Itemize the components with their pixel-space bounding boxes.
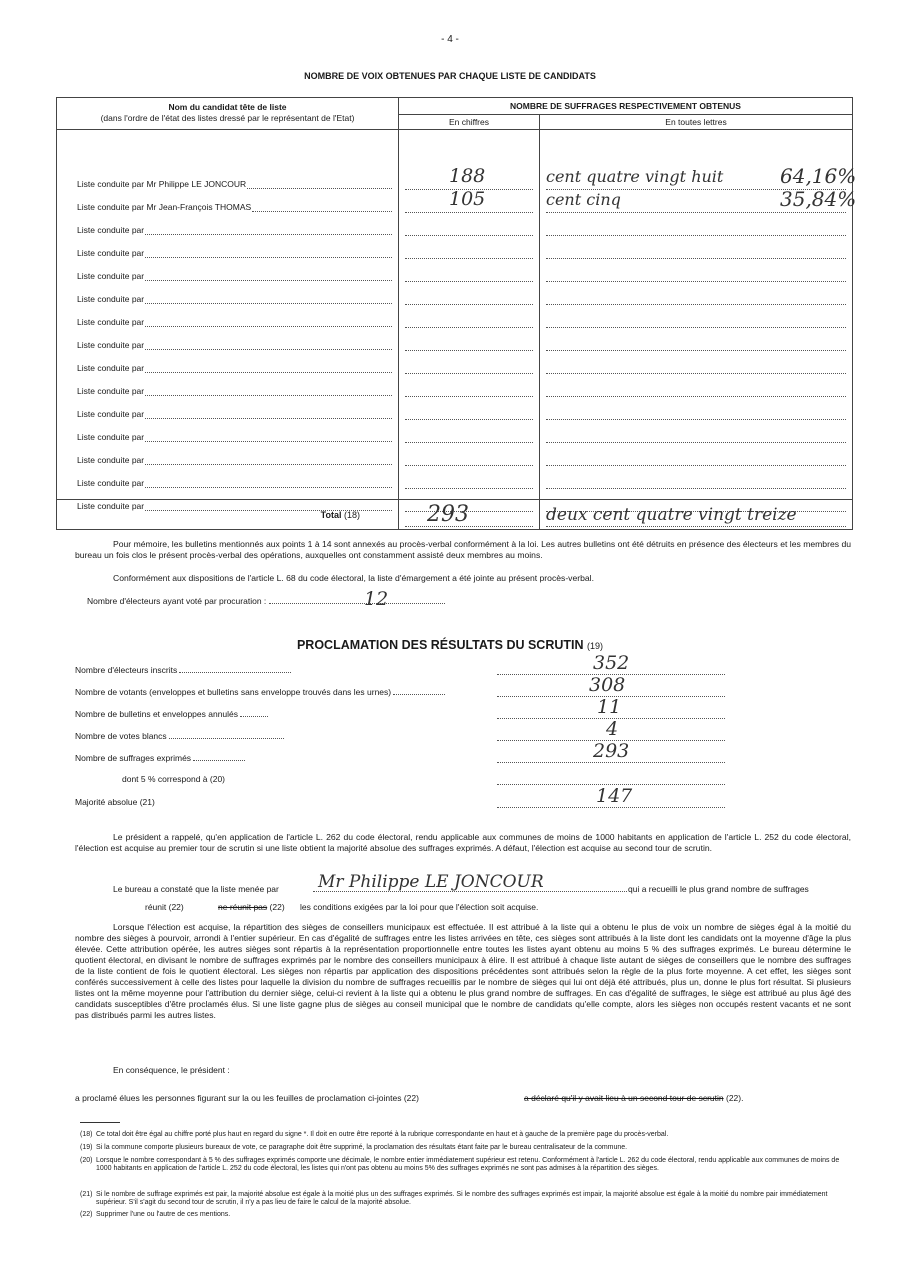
suffrages-header: NOMBRE DE SUFFRAGES RESPECTIVEMENT OBTENUS bbox=[399, 98, 853, 115]
votes-table bbox=[56, 97, 857, 530]
result-label: dont 5 % correspond à (20) bbox=[122, 774, 226, 784]
list-row-label bbox=[77, 221, 392, 235]
result-row bbox=[75, 664, 291, 675]
footnote bbox=[80, 1131, 850, 1139]
proclamation-heading: PROCLAMATION DES RÉSULTATS DU SCRUTIN bbox=[296, 638, 584, 652]
footnote bbox=[80, 1191, 850, 1208]
list-row-label bbox=[77, 175, 392, 189]
proxy-value: 12 bbox=[364, 588, 389, 610]
bureau-suffix: qui a recueilli le plus grand nombre de suffrages bbox=[628, 884, 809, 894]
result-label: Nombre de votes blancs bbox=[75, 731, 167, 741]
result-row bbox=[122, 774, 225, 784]
result-row bbox=[75, 730, 284, 741]
list-leader-label: Liste conduite par bbox=[77, 248, 145, 258]
footnote-text: Lorsque le nombre correspondant à 5 % des suffrages exprimés comporte une décimale, le nombre entier immédiatement supérieur est retenu. Conformément à l'article L. 262 du code électoral, rendu applicable aux communes de moins de 1000 habitants en application de l'article L. 252 du code électoral, les listes qui n'ont pas obtenu au moins 5% des suffrages exprimés ne sont pas admises à la répartition des sièges. bbox=[96, 1157, 840, 1173]
footnote-number: (19) bbox=[80, 1144, 93, 1151]
bureau-ne-reunit-row bbox=[218, 902, 285, 912]
footnote-number: (22) bbox=[80, 1211, 93, 1218]
footnote-text: Ce total doit être égal au chiffre porté plus haut en regard du signe *. Il doit en outre être reporté à la rubrique correspondante en haut et à gauche de la première page du procès-verbal. bbox=[96, 1131, 669, 1138]
footnote-number: (21) bbox=[80, 1191, 93, 1198]
bureau-ne-reunit-pas: ne réunit pas bbox=[218, 902, 268, 912]
list-row-label bbox=[77, 451, 392, 465]
list-row-label bbox=[77, 474, 392, 488]
votes-percent: 35,84% bbox=[780, 187, 857, 211]
bureau-ne-reunit-ref: (22) bbox=[269, 902, 285, 912]
list-leader-label: Liste conduite par bbox=[77, 386, 145, 396]
page-number: - 4 - bbox=[441, 34, 459, 45]
list-leader-label: Liste conduite par bbox=[77, 363, 145, 373]
list-leader-label: Liste conduite par bbox=[77, 225, 145, 235]
result-row bbox=[75, 797, 155, 807]
total-letters: deux cent quatre vingt treize bbox=[546, 505, 797, 525]
footnote bbox=[80, 1144, 850, 1152]
declared-struck-text: a déclaré qu'il y avait lieu à un second tour de scrutin bbox=[524, 1093, 724, 1103]
total-label: Total bbox=[320, 509, 342, 520]
result-value: 308 bbox=[589, 674, 626, 696]
bureau-conditions: les conditions exigées par la loi pour que l'élection soit acquise. bbox=[300, 902, 539, 912]
result-value: 11 bbox=[597, 696, 622, 718]
list-leader-label: Liste conduite par Mr Philippe LE JONCOUR bbox=[77, 179, 247, 189]
footnote bbox=[80, 1157, 850, 1174]
list-leader-label: Liste conduite par Mr Jean-François THOMAS bbox=[77, 202, 252, 212]
list-leader-label: Liste conduite par bbox=[77, 340, 145, 350]
list-row-label bbox=[77, 359, 392, 373]
figures-cell bbox=[399, 130, 540, 500]
total-letters-cell bbox=[540, 500, 853, 530]
list-row-label bbox=[77, 313, 392, 327]
repartition-paragraph: Lorsque l'élection est acquise, la répartition des sièges de conseillers municipaux est effectuée. Il est attribué à la liste qui a obtenu le plus de voix un nombre de sièges égal à la moitié du nombre des sièges à pourvoir, arrondi à l'entier supérieur. En cas d'égalité de suffrages entre les listes arrivées en tête, ces sièges sont attribués à la liste dont les candidats ont la moyenne d'âge la plus élevée. Cette attribution opérée, les autres sièges sont répartis à la représentation proportionnelle entre toutes les listes ayant obtenu au moins 5 % des suffrages exprimés. Le bureau détermine le quotient électoral, en divisant le nombre de suffrages exprimés par le nombre des conseillers municipaux à élire. Il est attribué à chaque liste autant de sièges de conseillers que le nombre des suffrages de la liste contient de fois le quotient électoral. Les sièges non répartis par application des dispositions précédentes sont attribués selon la règle de la plus forte moyenne. A cet effet, les sièges sont conférés successivement à celle des listes pour laquelle la division du nombre de suffrages recueillis par le nombre de sièges qui lui ont déjà été attribués, plus un, donne le plus fort résultat. Si plusieurs listes ont la même moyenne pour l'attribution du dernier siège, celui-ci revient à la liste qui a obtenu le plus grand nombre de suffrages. En cas d'égalité de suffrages, le siège est attribué au plus âgé des candidats susceptibles d'être proclamés élus. Si une liste gagne plus de sièges au conseil municipal que le nombre de candidats qu'elle compte, alors les sièges non occupés restent vacants et ne sont pas distribués parmi les autres listes. bbox=[75, 922, 851, 1020]
result-label: Majorité absolue (21) bbox=[75, 797, 155, 807]
list-names-cell bbox=[57, 130, 399, 511]
list-row-label bbox=[77, 336, 392, 350]
figures-header: En chiffres bbox=[399, 115, 540, 130]
footnote-text: Si le nombre de suffrage exprimés est pair, la majorité absolue est égale à la moitié plus un des suffrages exprimés. Si le nombre des suffrages exprimés est impair, la majorité absolue est égale à la moitié du nombre pair immédiatement supérieur. S'il s'agit du second tour de scrutin, il n'y a pas lieu de faire le calcul de la majorité absolue. bbox=[96, 1191, 828, 1207]
total-figures: 293 bbox=[427, 502, 469, 527]
name-column-header bbox=[57, 98, 399, 130]
result-label: Nombre de votants (enveloppes et bulletins sans enveloppe trouvés dans les urnes) bbox=[75, 687, 392, 697]
article-paragraph: Conformément aux dispositions de l'article L. 68 du code électoral, la liste d'émargement a été jointe au présent procès-verbal. bbox=[113, 573, 594, 583]
result-value: 147 bbox=[596, 785, 633, 807]
total-figures-cell bbox=[399, 500, 540, 530]
result-value: 4 bbox=[606, 718, 619, 740]
list-leader-label: Liste conduite par bbox=[77, 317, 145, 327]
bureau-prefix: Le bureau a constaté que la liste menée par bbox=[113, 884, 279, 894]
result-label: Nombre de suffrages exprimés bbox=[75, 753, 192, 763]
proclamation-ref: (19) bbox=[587, 641, 604, 651]
footnote-text: Supprimer l'une ou l'autre de ces mentions. bbox=[96, 1211, 231, 1218]
list-row-label bbox=[77, 405, 392, 419]
declared-ref: (22). bbox=[725, 1093, 744, 1103]
name-header-subtitle: (dans l'ordre de l'état des listes dressé par le représentant de l'Etat) bbox=[100, 113, 355, 123]
list-row-label bbox=[77, 382, 392, 396]
proxy-row bbox=[87, 595, 445, 606]
list-leader-label: Liste conduite par bbox=[77, 432, 145, 442]
list-leader-label: Liste conduite par bbox=[77, 455, 145, 465]
letters-cell bbox=[540, 130, 857, 500]
result-label: Nombre de bulletins et enveloppes annulés bbox=[75, 709, 239, 719]
section-title: NOMBRE DE VOIX OBTENUES PAR CHAQUE LISTE DE CANDIDATS bbox=[304, 71, 596, 81]
footnote-separator bbox=[80, 1122, 120, 1123]
proxy-label: Nombre d'électeurs ayant voté par procuration : bbox=[87, 596, 267, 606]
letters-header: En toutes lettres bbox=[540, 115, 853, 130]
votes-figures: 105 bbox=[449, 188, 486, 210]
result-label: Nombre d'électeurs inscrits bbox=[75, 665, 178, 675]
result-value: 293 bbox=[593, 740, 630, 762]
list-leader-label: Liste conduite par bbox=[77, 501, 145, 511]
bureau-handwritten-name: Mr Philippe LE JONCOUR bbox=[318, 872, 544, 892]
consequence-text: En conséquence, le président : bbox=[113, 1065, 230, 1075]
proclaimed-text: a proclamé élues les personnes figurant sur la ou les feuilles de proclamation ci-jointes (22) bbox=[75, 1093, 419, 1103]
footnote-number: (18) bbox=[80, 1131, 93, 1138]
result-row bbox=[75, 686, 445, 697]
total-ref: (18) bbox=[343, 509, 360, 520]
votes-percent: 64,16% bbox=[780, 164, 857, 188]
footnote-number: (20) bbox=[80, 1157, 93, 1164]
footnote-text: Si la commune comporte plusieurs bureaux de vote, ce paragraphe doit être supprimé, la proclamation des résultats étant faite par le bureau centralisateur de la commune. bbox=[96, 1144, 628, 1151]
bureau-reunit: réunit (22) bbox=[145, 902, 184, 912]
name-header-title: Nom du candidat tête de liste bbox=[168, 102, 287, 112]
votes-figures: 188 bbox=[449, 165, 486, 187]
president-paragraph: Le président a rappelé, qu'en application de l'article L. 262 du code électoral, rendu applicable aux communes de moins de 1000 habitants en application de l'article L. 252 du code électoral, l'élection est acquise au premier tour de scrutin si une liste obtient la majorité absolue des suffrages exprimés. A défaut, l'élection est acquise au second tour de scrutin. bbox=[75, 832, 851, 853]
list-leader-label: Liste conduite par bbox=[77, 271, 145, 281]
list-row-label bbox=[77, 290, 392, 304]
list-leader-label: Liste conduite par bbox=[77, 478, 145, 488]
votes-letters: cent cinq bbox=[546, 190, 621, 209]
votes-letters: cent quatre vingt huit bbox=[546, 167, 724, 186]
result-row bbox=[75, 752, 245, 763]
memo-paragraph: Pour mémoire, les bulletins mentionnés aux points 1 à 14 sont annexés au procès-verbal conformément à la loi. Les autres bulletins ont été détruits en présence des électeurs et les membres du bureau un fois clos le présent procès-verbal des opérations, auxquelles ont constamment assisté deux membres au moins. bbox=[75, 539, 851, 560]
proclamation-title bbox=[0, 638, 900, 652]
footnote bbox=[80, 1211, 850, 1219]
list-row-label bbox=[77, 244, 392, 258]
list-row-label bbox=[77, 497, 392, 511]
result-value: 352 bbox=[593, 652, 630, 674]
list-row-label bbox=[77, 198, 392, 212]
list-leader-label: Liste conduite par bbox=[77, 409, 145, 419]
result-row bbox=[75, 708, 268, 719]
list-leader-label: Liste conduite par bbox=[77, 294, 145, 304]
list-row-label bbox=[77, 267, 392, 281]
declared-row bbox=[524, 1093, 743, 1103]
list-row-label bbox=[77, 428, 392, 442]
